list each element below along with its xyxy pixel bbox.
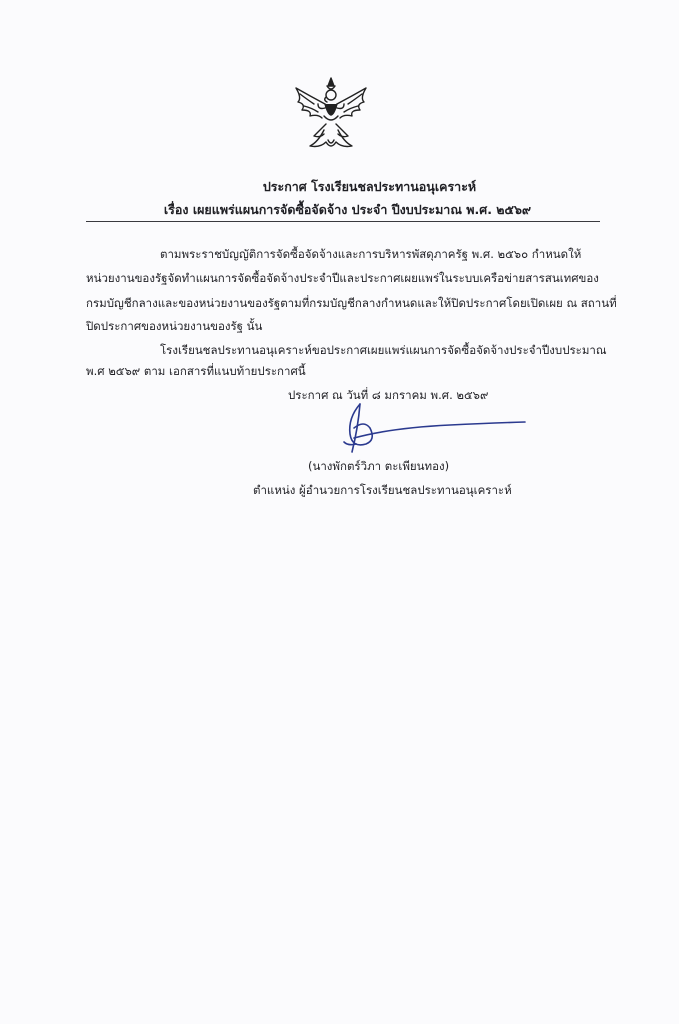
signer-name: (นางพักตร์วิภา ตะเพียนทอง) [308,459,450,473]
announcement-title: ประกาศ โรงเรียนชลประทานอนุเคราะห์ [262,179,477,194]
paragraph-2-line: พ.ศ ๒๕๖๙ ตาม เอกสารที่แนบท้ายประกาศนี้ [86,364,306,378]
paragraph-2-line: โรงเรียนชลประทานอนุเคราะห์ขอประกาศเผยแพร่แผนการจัดซื้อจัดจ้างประจำปีงบประมาณ [160,343,607,357]
title-divider [86,221,600,222]
signer-position: ตำแหน่ง ผู้อำนวยการโรงเรียนชลประทานอนุเคราะห์ [253,483,512,497]
paragraph-1-line: ตามพระราชบัญญัติการจัดซื้อจัดจ้างและการบริหารพัสดุภาครัฐ พ.ศ. ๒๕๖๐ กำหนดให้ [160,247,582,261]
announcement-subject: เรื่อง เผยแพร่แผนการจัดซื้อจัดจ้าง ประจำ ปีงบประมาณ พ.ศ. ๒๕๖๙ [163,202,532,217]
paragraph-1-line: หน่วยงานของรัฐจัดทำแผนการจัดซื้อจัดจ้างประจำปีและประกาศเผยแพร่ในระบบเครือข่ายสารสนเทศของ [86,271,599,285]
handwritten-signature [330,398,530,462]
paragraph-1-line: กรมบัญชีกลางและของหน่วยงานของรัฐตามที่กรมบัญชีกลางกำหนดและให้ปิดประกาศโดยเปิดเผย ณ สถานที่ [86,296,617,310]
garuda-emblem-icon [288,76,374,156]
paragraph-1-line: ปิดประกาศของหน่วยงานของรัฐ นั้น [86,319,263,333]
announcement-date: ประกาศ ณ วันที่ ๘ มกราคม พ.ศ. ๒๕๖๙ [288,388,489,402]
